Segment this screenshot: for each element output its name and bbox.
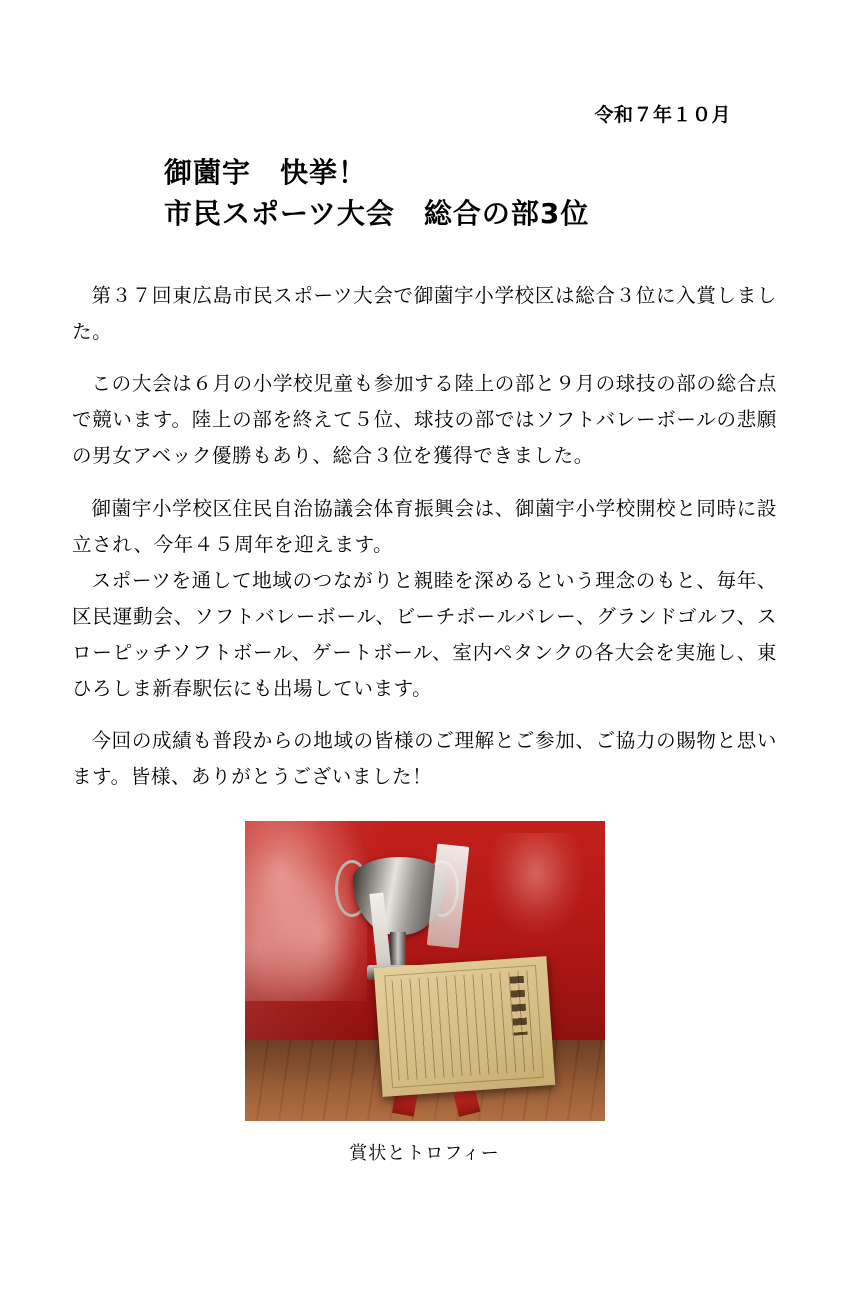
trophy-and-certificate-photo xyxy=(245,821,605,1121)
page-title xyxy=(72,153,777,234)
page-title-line-2: 市民スポーツ大会 総合の部3位 xyxy=(164,196,590,230)
page-title-line-1: 御薗宇 快挙！ xyxy=(164,156,368,189)
body-paragraph: スポーツを通して地域のつながりと親睦を深めるという理念のもと、毎年、区民運動会、ソフトバレーボール、ビーチボールバレー、グランドゴルフ、スローピッチソフトボール、ゲートボール、室内ペタンクの各大会を実施し、東ひろしま新春駅伝にも出場しています。 xyxy=(72,568,777,700)
document-page xyxy=(0,100,849,1300)
document-date: 令和７年１０月 xyxy=(594,104,731,126)
award-certificate xyxy=(373,956,554,1097)
body-paragraph: この大会は６月の小学校児童も参加する陸上の部と９月の球技の部の総合点で競います。陸上の部を終えて５位、球技の部ではソフトバレーボールの悲願の男女アベック優勝もあり、総合３位を獲得できました。 xyxy=(72,372,777,468)
trophy-stem xyxy=(390,932,406,968)
body-paragraph: 今回の成績も普段からの地域の皆様のご理解とご参加、ご協力の賜物と思います。皆様、ありがとうございました！ xyxy=(72,728,777,788)
photo-floral-pattern-right xyxy=(489,833,583,935)
photo-caption: 賞状とトロフィー xyxy=(349,1143,500,1164)
body-paragraph: 御薗宇小学校区住民自治協議会体育振興会は、御薗宇小学校開校と同時に設立され、今年４５周年を迎えます。 xyxy=(72,496,777,556)
document-body xyxy=(72,278,777,795)
body-paragraph: 第３７回東広島市民スポーツ大会で御薗宇小学校区は総合３位に入賞しました。 xyxy=(72,284,777,344)
photo-figure xyxy=(72,821,777,1165)
